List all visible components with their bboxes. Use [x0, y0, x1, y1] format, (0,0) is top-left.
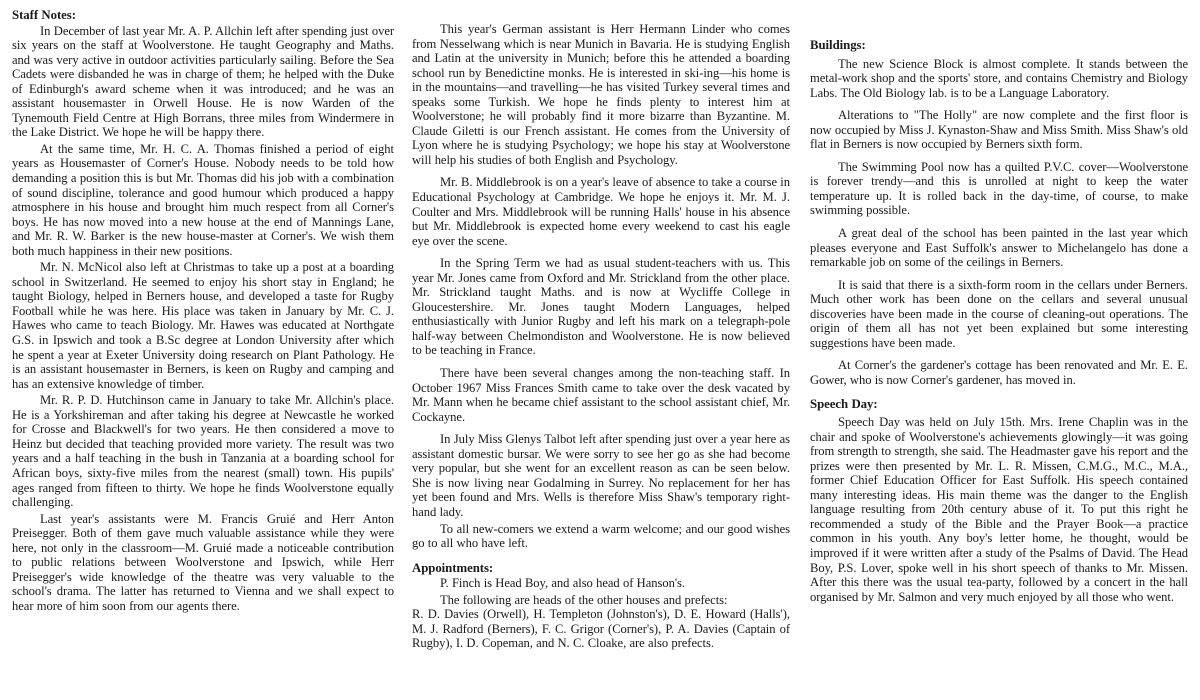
column-middle	[412, 22, 790, 651]
staff-notes-paragraph: At the same time, Mr. H. C. A. Thomas finished a period of eight years as Housemaster of Corner's House. Nobody needs to be told how demanding a position this is but Mr. Thomas did his job with a combination of sound discipline, tolerance and good humour which produced a happy atmosphere in his house and brought him much respect from all Corner's boys. He has now moved into a new house at the end of Mannings Lane, and Mr. R. W. Barker is the new house-master at Corner's. We wish them both much happiness in their new positions.	[12, 141, 394, 258]
staff-notes-paragraph: In July Miss Glenys Talbot left after spending just over a year here as assistant domestic bursar. We were sorry to see her go as she had become very popular, but she went for an excellent reason as can be seen below. She is now living near Godalming in Surrey. No replacement for her has yet been found and Mrs. Wells is therefore Miss Shaw's temporary right-hand lady.	[412, 432, 790, 519]
buildings-paragraph: A great deal of the school has been painted in the last year which pleases everyone and East Suffolk's answer to Michelangelo has done a remarkable job on some of the ceilings in Berners.	[810, 226, 1188, 270]
buildings-paragraph: The Swimming Pool now has a quilted P.V.C. cover—Woolverstone is forever trendy—and this is unrolled at night to keep the water temperature up. It is rolled back in the day-time, of course, to make swimming possible.	[810, 159, 1188, 218]
column-right	[810, 38, 1188, 612]
staff-notes-paragraph: This year's German assistant is Herr Hermann Linder who comes from Nesselwang which is near Munich in Bavaria. He is studying English and Latin at the university in Munich; before this he attended a boarding school run by Benedictine monks. He is interested in ski-ing—his home is in the mountains—and travelling—he has visited Turkey several times and speaks some Turkish. We hope he finds plenty to interest him at Woolverstone; he will probably find it more bizarre than Byzantine. M. Claude Giletti is our French assistant. He comes from the University of Lyon where he is studying Psychology; we hope his stay at Woolverstone will help his studies of both English and Psychology.	[412, 22, 790, 167]
appointments-paragraph: P. Finch is Head Boy, and also head of Hanson's.	[440, 576, 686, 591]
column-left	[12, 8, 394, 613]
staff-notes-paragraph: In the Spring Term we had as usual student-teachers with us. This year Mr. Jones came from Oxford and Mr. Strickland from the other place. Mr. Strickland taught Maths. and is now at Wycliffe College in Gloucestershire. Mr. Jones taught Modern Languages, helped enthusiastically with Junior Rugby and left his mark on a telegraph-pole half-way between Chelmondiston and Woolverstone. He is now believed to be teaching in France.	[412, 256, 790, 358]
buildings-paragraph: Alterations to "The Holly" are now complete and the first floor is now occupied by Miss J. Kynaston-Shaw and Miss Smith. Miss Shaw's old flat in Berners is now occupied by Berners sixth form.	[810, 108, 1188, 152]
staff-notes-paragraph: There have been several changes among the non-teaching staff. In October 1967 Miss Frances Smith came to take over the desk vacated by Mr. Mann when he became chief assistant to the school assistant chief, Mr. Cockayne.	[412, 366, 790, 424]
staff-notes-paragraph: In December of last year Mr. A. P. Allchin left after spending just over six years on the staff at Woolverstone. He taught Geography and Maths. and was very active in outdoor activities particularly sailing. Before the Sea Cadets were disbanded he was in charge of them; he helped with the Duke of Edinburgh's award scheme when it was introduced; and he was an assistant housemaster in Orwell House. He is now Warden of the Tynemouth Field Centre at High Borrans, three miles from Windermere in the Lake District. We hope he will be happy there.	[12, 23, 394, 140]
buildings-paragraph: At Corner's the gardener's cottage has been renovated and Mr. E. E. Gower, who is now Corner's gardener, has moved in.	[810, 358, 1188, 387]
appointments-paragraph: The following are heads of the other houses and prefects:	[440, 592, 728, 607]
staff-notes-heading: Staff Notes:	[12, 8, 76, 22]
staff-notes-paragraph: Mr. B. Middlebrook is on a year's leave of absence to take a course in Educational Psychology at Cambridge. We hope he enjoys it. Mr. M. J. Coulter and Mrs. Middlebrook will be running Halls' house in his absence but Mr. Middlebrook is expected home every weekend to cast his eagle eye over the scene.	[412, 175, 790, 248]
staff-notes-paragraph: Mr. R. P. D. Hutchinson came in January to take Mr. Allchin's place. He is a Yorkshireman and after taking his degree at Newcastle he worked for Crosse and Blackwell's for two years. He then considered a move to Heinz but decided that teaching provided more variety. The result was two years and a half teaching in the bush in Tanzania at a boarding school for African boys, sixty-five miles from the nearest (small) town. His pupils' ages ranged from fifteen to thirty. We hope he finds Woolverstone equally challenging.	[12, 393, 394, 510]
buildings-paragraph: It is said that there is a sixth-form room in the cellars under Berners. Much other work has been done on the cellars and several unusual discoveries have been made in the course of cleaning-out operations. The origin of them all has not yet been explained but some interesting suggestions have been made.	[810, 277, 1188, 350]
appointments-heading: Appointments:	[412, 560, 494, 575]
prefects-list: R. D. Davies (Orwell), H. Templeton (Johnston's), D. E. Howard (Halls'), M. J. Radford (Berners), F. C. Grigor (Corner's), P. A. Davies (Captain of Rugby), I. D. Copeman, and N. C. Cloake, are also prefects.	[412, 607, 790, 651]
staff-notes-paragraph: Mr. N. McNicol also left at Christmas to take up a post at a boarding school in Switzerland. He seemed to enjoy his short stay in England; he taught Biology, helped in Berners house, and developed a taste for Rugby Football while he was here. His place was taken in January by Mr. C. J. Hawes who came to teach Biology. Mr. Hawes was educated at Northgate G.S. in Ipswich and took a B.Sc degree at London University after which he spent a year at Exeter University doing research on Plant Pathology. He is an assistant housemaster in Berners, is keen on Rugby and camping and has an extensive knowledge of timber.	[12, 260, 394, 391]
buildings-paragraph: The new Science Block is almost complete. It stands between the metal-work shop and the sports' store, and contains Chemistry and Biology Labs. The Old Biology lab. is to be a Language Laboratory.	[810, 56, 1188, 100]
staff-notes-paragraph: To all new-comers we extend a warm welcome; and our good wishes go to all who have left.	[412, 521, 790, 551]
staff-notes-paragraph: Last year's assistants were M. Francis Gruié and Herr Anton Preisegger. Both of them gave much valuable assistance while they were here, not only in the classroom—M. Gruié made a noticeable contribution to public relations between Woolverstone and Ipswich, while Herr Preisegger's wide knowledge of the theatre was very valuable to the school's drama. The latter has returned to Vienna and we shall expect to hear more of him soon from our agents there.	[12, 511, 394, 613]
speech-day-heading: Speech Day:	[810, 397, 878, 412]
speech-day-paragraph: Speech Day was held on July 15th. Mrs. Irene Chaplin was in the chair and spoke of Woolverstone's achievements glowingly—it was going from strength to strength, she said. The Headmaster gave his report and the prizes were then presented by Mr. L. R. Missen, C.M.G., M.C., M.A., former Chief Education Officer for East Suffolk. His speech contained many interesting ideas. His main theme was the danger to the English language resulting from 20th century abuse of it. To put this right he recommended a study of the Bible and the Prayer Book—a practice common in his youth. Any boy's letter home, he thought, would be improved if it were written after a study of the Psalms of David. The Head Boy, P.S. Lover, spoke well in his short speech of thanks to Mr. Missen. After this there was the usual tea-party, followed by a concert in the hall organised by Mr. Salmon and very much enjoyed by all those who went.	[810, 415, 1188, 604]
buildings-heading: Buildings:	[810, 38, 866, 52]
